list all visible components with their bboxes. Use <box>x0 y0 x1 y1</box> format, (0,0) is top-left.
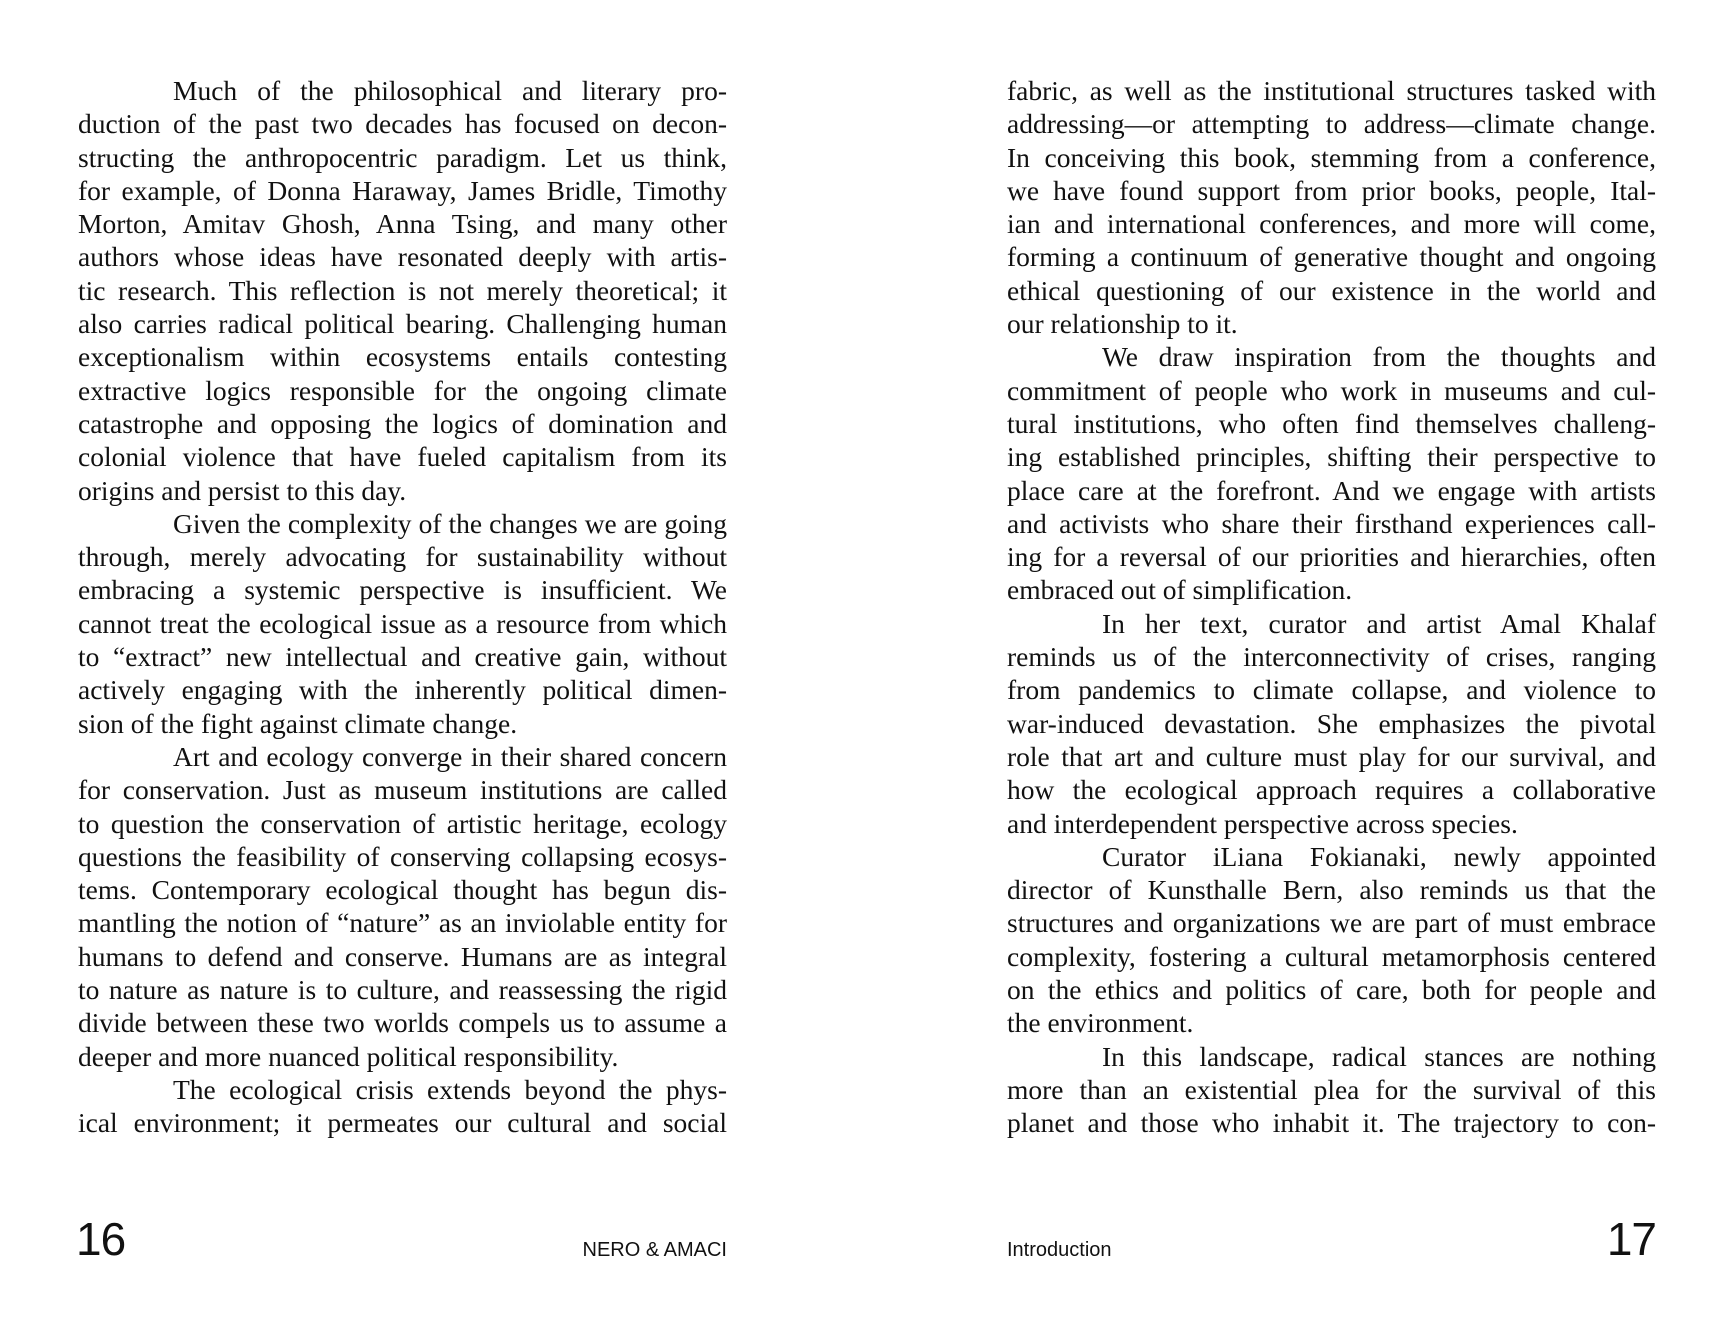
text-line: tems. Contemporary ecological thought has begun dis- <box>78 874 727 906</box>
text-line: embraced out of simplification. <box>1007 574 1353 606</box>
text-line: extractive logics responsible for the ongoing climate <box>78 374 727 406</box>
text-line: complexity, fostering a cultural metamorphosis centered <box>1007 940 1656 972</box>
text-line: deeper and more nuanced political responsibility. <box>78 1040 619 1072</box>
text-line: war-induced devastation. She emphasizes the pivotal <box>1007 707 1656 739</box>
text-line: forming a continuum of generative thought and ongoing <box>1007 241 1656 273</box>
text-line: addressing—or attempting to address—climate change. <box>1007 108 1656 140</box>
body-text-column <box>78 74 727 1140</box>
text-line: We draw inspiration from the thoughts and <box>1102 341 1656 373</box>
text-line: fabric, as well as the institutional structures tasked with <box>1007 75 1656 106</box>
text-line: structing the anthropocentric paradigm. Let us think, <box>78 141 727 173</box>
text-line: also carries radical political bearing. Challenging human <box>78 308 727 340</box>
text-line: actively engaging with the inherently political dimen- <box>78 674 727 706</box>
text-line: how the ecological approach requires a collaborative <box>1007 774 1656 806</box>
text-line: and activists who share their firsthand experiences call- <box>1007 507 1656 539</box>
text-line: divide between these two worlds compels us to assume a <box>78 1007 727 1039</box>
text-line: origins and persist to this day. <box>78 474 407 506</box>
text-line: and interdependent perspective across species. <box>1007 807 1518 839</box>
text-line: colonial violence that have fueled capitalism from its <box>78 441 727 473</box>
text-line: for conservation. Just as museum institutions are called <box>78 774 727 806</box>
text-line: Curator iLiana Fokianaki, newly appointed <box>1102 840 1656 872</box>
text-line: In conceiving this book, stemming from a conference, <box>1007 141 1656 173</box>
text-line: to nature as nature is to culture, and reassessing the rigid <box>78 974 727 1006</box>
page-number: 17 <box>1606 1213 1656 1265</box>
text-line: tic research. This reflection is not merely theoretical; it <box>78 274 727 306</box>
right-page <box>866 0 1732 1338</box>
text-line: more than an existential plea for the survival of this <box>1007 1073 1656 1105</box>
text-line: ethical questioning of our existence in the world and <box>1007 274 1656 306</box>
text-line: cannot treat the ecological issue as a resource from which <box>78 607 727 639</box>
text-line: ing for a reversal of our priorities and hierarchies, often <box>1007 541 1656 573</box>
text-line: embracing a systemic perspective is insufficient. We <box>78 574 727 606</box>
text-line: In her text, curator and artist Amal Khalaf <box>1102 607 1656 639</box>
text-line: commitment of people who work in museums and cul- <box>1007 374 1656 406</box>
text-line: from pandemics to climate collapse, and violence to <box>1007 674 1656 706</box>
text-line: through, merely advocating for sustainability without <box>78 541 727 573</box>
text-line: reminds us of the interconnectivity of crises, ranging <box>1007 641 1656 673</box>
text-line: Much of the philosophical and literary pro- <box>173 75 727 106</box>
text-line: mantling the notion of “nature” as an inviolable entity for <box>78 907 727 939</box>
text-line: Art and ecology converge in their shared concern <box>173 740 727 772</box>
text-line: In this landscape, radical stances are nothing <box>1102 1040 1656 1072</box>
text-line: role that art and culture must play for our survival, and <box>1007 740 1656 772</box>
text-line: director of Kunsthalle Bern, also reminds us that the <box>1007 874 1656 906</box>
text-line: humans to defend and conserve. Humans are as integral <box>78 940 727 972</box>
running-head-section: Introduction <box>1007 1239 1112 1261</box>
text-line: exceptionalism within ecosystems entails contesting <box>78 341 727 373</box>
text-line: ian and international conferences, and more will come, <box>1007 208 1656 240</box>
text-line: duction of the past two decades has focused on decon- <box>78 108 727 140</box>
text-line: to “extract” new intellectual and creative gain, without <box>78 641 727 673</box>
text-line: we have found support from prior books, people, Ital- <box>1007 174 1656 206</box>
text-line: Given the complexity of the changes we are going <box>173 507 727 539</box>
text-line: on the ethics and politics of care, both for people and <box>1007 974 1656 1006</box>
text-line: The ecological crisis extends beyond the phys- <box>173 1073 727 1105</box>
text-line: to question the conservation of artistic heritage, ecology <box>78 807 727 839</box>
text-line: our relationship to it. <box>1007 308 1238 340</box>
text-line: planet and those who inhabit it. The trajectory to con- <box>1007 1107 1656 1139</box>
text-line: Morton, Amitav Ghosh, Anna Tsing, and many other <box>78 208 727 240</box>
running-head-publisher: NERO & AMACI <box>582 1239 727 1261</box>
text-line: ing established principles, shifting their perspective to <box>1007 441 1656 473</box>
text-line: questions the feasibility of conserving collapsing ecosys- <box>78 840 727 872</box>
text-line: for example, of Donna Haraway, James Bridle, Timothy <box>78 174 727 206</box>
text-line: the environment. <box>1007 1007 1194 1039</box>
page-number: 16 <box>76 1213 126 1265</box>
text-line: sion of the fight against climate change. <box>78 707 518 739</box>
text-line: structures and organizations we are part of must embrace <box>1007 907 1656 939</box>
text-line: authors whose ideas have resonated deeply with artis- <box>78 241 727 273</box>
body-text-column <box>1007 74 1656 1140</box>
text-line: tural institutions, who often find themselves challeng- <box>1007 407 1656 439</box>
text-line: catastrophe and opposing the logics of domination and <box>78 407 727 439</box>
text-line: ical environment; it permeates our cultural and social <box>78 1107 727 1139</box>
text-line: place care at the forefront. And we engage with artists <box>1007 474 1656 506</box>
